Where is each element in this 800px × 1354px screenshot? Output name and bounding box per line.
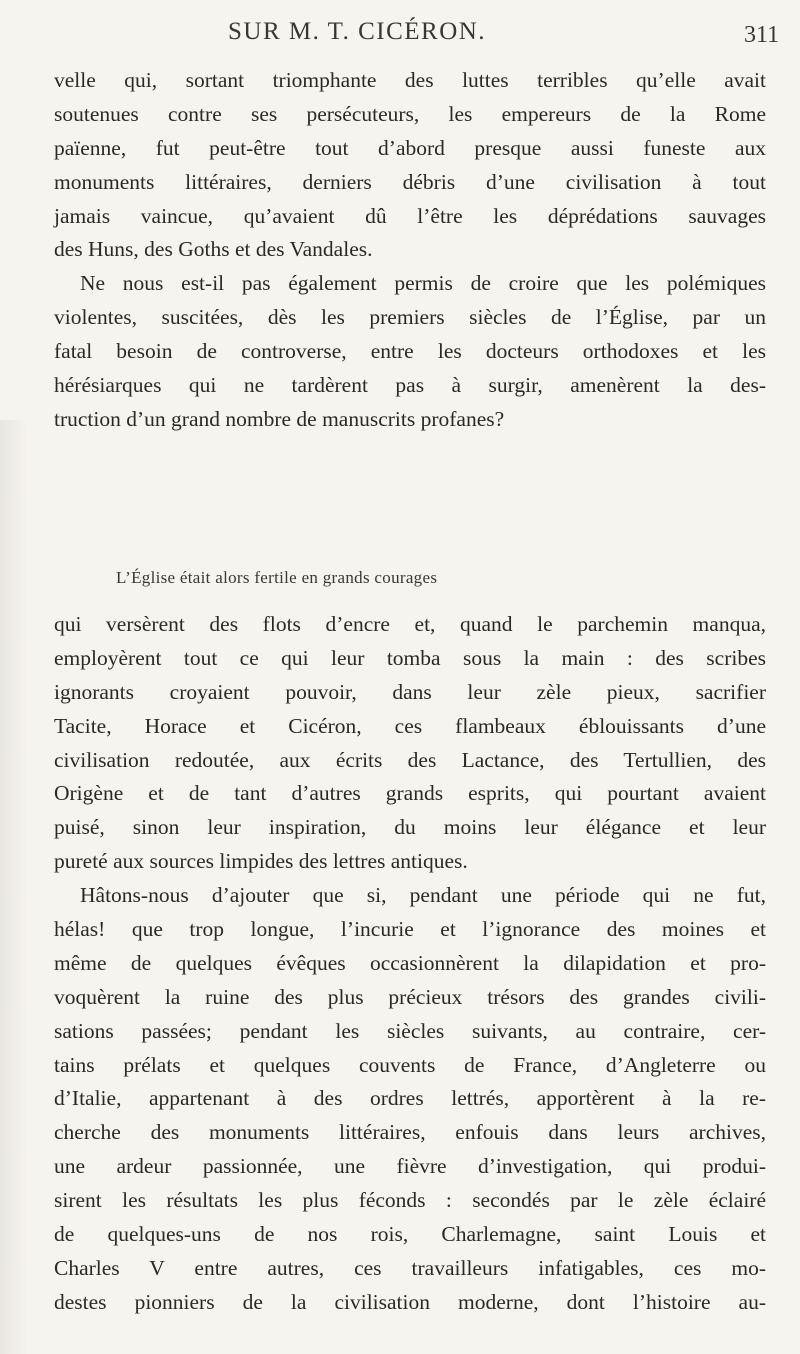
paragraph-line: hélas! que trop longue, l’incurie et l’ignorance des moines et <box>54 917 766 942</box>
running-title: SUR M. T. CICÉRON. <box>228 18 487 45</box>
paragraph-line: des Huns, des Goths et des Vandales. <box>54 237 373 262</box>
paragraph-line: Origène et de tant d’autres grands esprits, qui pourtant avaient <box>54 781 766 806</box>
paragraph-line: jamais vaincue, qu’avaient dû l’être les déprédations sauvages <box>54 203 766 228</box>
paragraph-line: sirent les résultats les plus féconds : secondés par le zèle éclairé <box>54 1188 766 1213</box>
paragraph-line: Hâtons-nous d’ajouter que si, pendant une période qui ne fut, <box>80 883 766 908</box>
paragraph-line: fatal besoin de controverse, entre les docteurs orthodoxes et les <box>54 339 766 364</box>
paragraph-line: hérésiarques qui ne tardèrent pas à surgir, amenèrent la des- <box>54 373 766 398</box>
paragraph-line: cherche des monuments littéraires, enfouis dans leurs archives, <box>54 1120 766 1145</box>
paragraph-line: ignorants croyaient pouvoir, dans leur zèle pieux, sacrifier <box>54 679 766 704</box>
paragraph-line: d’Italie, appartenant à des ordres lettrés, apportèrent à la re- <box>54 1086 766 1111</box>
page-edge-shadow <box>0 420 28 1354</box>
text-block-top <box>54 64 766 437</box>
paragraph-line: Ne nous est-il pas également permis de croire que les polémiques <box>80 271 766 296</box>
paragraph-line: tains prélats et quelques couvents de France, d’Angleterre ou <box>54 1052 766 1077</box>
paragraph-line: une ardeur passionnée, une fièvre d’investigation, qui produi- <box>54 1154 766 1179</box>
paragraph-1 <box>54 64 766 267</box>
paragraph-line: voquèrent la ruine des plus précieux trésors des grandes civili- <box>54 984 766 1009</box>
paragraph-line: velle qui, sortant triomphante des luttes terribles qu’elle avait <box>54 68 766 92</box>
paragraph-line: soutenues contre ses persécuteurs, les empereurs de la Rome <box>54 101 766 126</box>
paragraph-line: truction d’un grand nombre de manuscrits profanes? <box>54 406 505 431</box>
caption-line: L’Église était alors fertile en grands courages <box>116 568 438 587</box>
paragraph-line: violentes, suscitées, dès les premiers siècles de l’Église, par un <box>54 305 766 330</box>
paragraph-3 <box>54 608 766 879</box>
paragraph-4 <box>54 879 766 1320</box>
paragraph-line: Charles V entre autres, ces travailleurs infatigables, ces mo- <box>54 1255 766 1280</box>
paragraph-line: civilisation redoutée, aux écrits des Lactance, des Tertullien, des <box>54 747 766 772</box>
text-block-bottom <box>54 608 766 1320</box>
paragraph-line: de quelques-uns de nos rois, Charlemagne, saint Louis et <box>54 1222 766 1247</box>
paragraph-line: sations passées; pendant les siècles suivants, au contraire, cer- <box>54 1018 766 1043</box>
page-number: 311 <box>744 22 780 48</box>
paragraph-2 <box>54 267 766 436</box>
paragraph-line: même de quelques évêques occasionnèrent la dilapidation et pro- <box>54 950 766 975</box>
paragraph-line: puisé, sinon leur inspiration, du moins leur élégance et leur <box>54 815 766 840</box>
paragraph-line: destes pionniers de la civilisation moderne, dont l’histoire au- <box>54 1289 766 1314</box>
running-head <box>0 18 800 52</box>
paragraph-line: qui versèrent des flots d’encre et, quand le parchemin manqua, <box>54 612 766 636</box>
paragraph-line: employèrent tout ce qui leur tomba sous la main : des scribes <box>54 645 766 670</box>
paragraph-line: païenne, fut peut-être tout d’abord presque aussi funeste aux <box>54 135 766 160</box>
paragraph-line: pureté aux sources limpides des lettres antiques. <box>54 849 468 874</box>
paragraph-line: Tacite, Horace et Cicéron, ces flambeaux éblouissants d’une <box>54 713 766 738</box>
paragraph-line: monuments littéraires, derniers débris d’une civilisation à tout <box>54 169 766 194</box>
